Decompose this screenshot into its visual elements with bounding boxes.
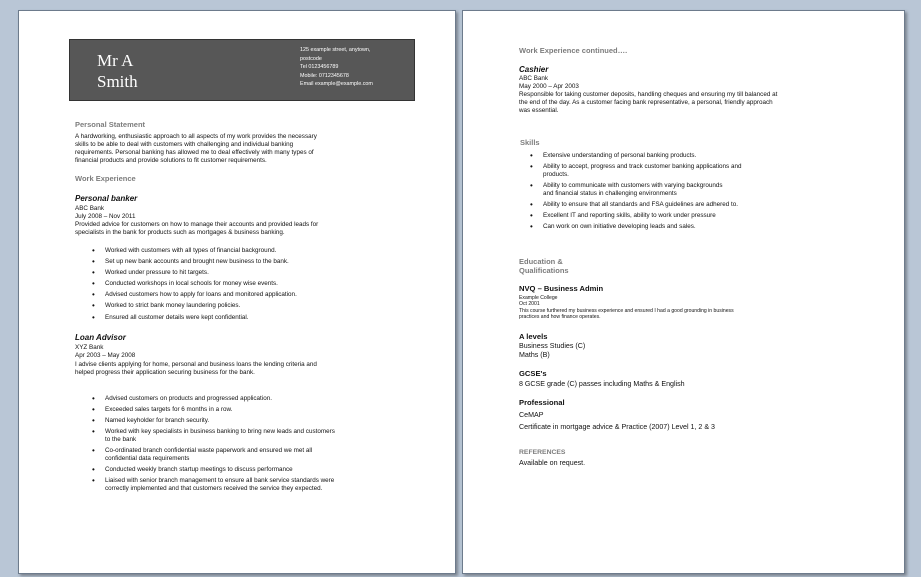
resume-page-2	[462, 10, 905, 574]
list-item: • Worked with customers with all types of financial background.	[92, 247, 392, 255]
job-description-line: was essential.	[519, 106, 559, 114]
education-heading-line: Qualifications	[519, 266, 569, 275]
email: Email example@example.com	[300, 81, 373, 88]
list-item-text: confidential data requirements	[105, 454, 190, 462]
job-bullet-list	[92, 247, 392, 325]
list-item	[530, 182, 830, 198]
list-item	[530, 212, 830, 220]
job-description-line: the end of the day. As a customer facing bank representative, a personal, friendly approach	[519, 98, 773, 106]
a-level-subject: Business Studies (C)	[519, 342, 586, 350]
list-item	[92, 447, 412, 463]
professional-qualification: Certificate in mortgage advice & Practice (2007) Level 1, 2 & 3	[519, 423, 715, 431]
list-item-text: to the bank	[105, 436, 137, 444]
job-bullet-list	[92, 395, 412, 496]
job-description-line: helped progress their application securing business for the bank.	[75, 368, 255, 376]
references-text: Available on request.	[519, 459, 586, 467]
college: Example College	[519, 295, 558, 301]
list-item: • Ensured all customer details were kept confidential.	[92, 314, 392, 322]
list-item-text: • Worked with key specialists in business banking to bring new leads and customers	[105, 428, 335, 436]
contact-details	[300, 46, 373, 89]
job-title: Loan Advisor	[75, 333, 126, 342]
work-experience-heading: Work Experience	[75, 174, 136, 183]
skills-heading: Skills	[520, 138, 540, 147]
job-details	[519, 75, 777, 115]
job-details	[75, 344, 317, 377]
list-item: • Advised customers how to apply for loans and monitored application.	[92, 291, 392, 299]
list-item	[92, 406, 412, 414]
list-item-text: • Liaised with senior branch management to ensure all bank service standards were	[105, 477, 335, 485]
telephone: Tel 0123456789	[300, 64, 339, 71]
address-line-1: 125 example street, anytown,	[300, 47, 371, 53]
list-item-text: products.	[543, 170, 569, 178]
name-line-1: Mr A	[97, 51, 134, 70]
statement-line: financial products and provide solutions to fit customer requirements.	[75, 156, 267, 164]
work-experience-continued-heading: Work Experience continued….	[519, 46, 628, 55]
list-item	[530, 163, 830, 179]
education-heading	[519, 257, 569, 275]
references-heading: REFERENCES	[519, 449, 566, 456]
gcse-title: GCSE's	[519, 369, 547, 378]
list-item: • Worked to strict bank money laundering policies.	[92, 302, 392, 310]
list-item: • Conducted workshops in local schools for money wise events.	[92, 280, 392, 288]
employer: ABC Bank	[519, 75, 549, 82]
list-item	[92, 466, 412, 474]
list-item-text: • Ability to communicate with customers with varying backgrounds	[543, 181, 723, 189]
a-level-subject: Maths (B)	[519, 351, 550, 359]
job-details	[75, 205, 318, 237]
nvq-details	[519, 295, 734, 321]
list-item-text: Ability to ensure that all standards and FSA guidelines are adhered to.	[543, 200, 738, 208]
gcse-details: 8 GCSE grade (C) passes including Maths & English	[519, 380, 685, 388]
list-item-text: Can work on own initiative developing leads and sales.	[543, 223, 696, 231]
job-description-line: Provided advice for customers on how to manage their accounts and provided leads for	[75, 220, 319, 228]
job-description-line: Responsible for taking customer deposits, handling cheques and ensuring my till balanced at	[519, 90, 778, 98]
job-dates: July 2008 – Nov 2011	[75, 212, 136, 220]
employer: XYZ Bank	[75, 344, 104, 351]
nvq-title: NVQ – Business Admin	[519, 284, 604, 293]
job-dates: Apr 2003 – May 2008	[75, 351, 136, 359]
statement-line: A hardworking, enthusiastic approach to all aspects of my work provides the necessary	[75, 133, 317, 140]
job-dates: May 2000 – Apr 2003	[519, 82, 579, 90]
name-header-banner	[69, 39, 415, 101]
nvq-description-line: This course furthered my business experience and ensured I had a good grounding in business	[519, 307, 734, 314]
job-title: Cashier	[519, 65, 549, 74]
list-item	[530, 223, 830, 231]
education-heading-line: Education &	[519, 257, 563, 266]
professional-qualification: CeMAP	[519, 411, 544, 419]
list-item	[92, 428, 412, 444]
list-item	[92, 395, 412, 403]
list-item-text: • Ability to accept, progress and track customer banking applications and	[543, 163, 742, 171]
statement-line: requirements. Personal banking has allowed me to deal effectively with many types of	[75, 148, 314, 156]
job-description-line: I advise clients applying for home, personal and business loans the lending criteria and	[75, 360, 317, 368]
mobile: Mobile: 0712345678	[300, 72, 349, 79]
personal-statement-text	[75, 133, 317, 165]
nvq-year: Oct 2001	[519, 301, 540, 308]
nvq-description-line: practices and how finance operates.	[519, 314, 601, 321]
job-description-line: specialists in the bank for products such as mortgages & business banking.	[75, 228, 285, 236]
job-title: Personal banker	[75, 194, 138, 203]
professional-details	[519, 409, 715, 433]
candidate-name	[97, 50, 138, 92]
list-item: • Worked under pressure to hit targets.	[92, 269, 392, 277]
list-item	[530, 152, 830, 160]
personal-statement-heading: Personal Statement	[75, 120, 146, 129]
a-levels-details	[519, 342, 585, 360]
list-item-text: Extensive understanding of personal banking products.	[543, 152, 697, 159]
list-item-text: • Co-ordinated branch confidential waste paperwork and ensured we met all	[105, 447, 313, 455]
a-levels-title: A levels	[519, 332, 548, 341]
list-item-text: Named keyholder for branch security.	[105, 417, 210, 425]
employer: ABC Bank	[75, 205, 105, 212]
name-line-2: Smith	[97, 72, 138, 91]
list-item-text: correctly implemented and that customers received the service they expected.	[105, 484, 323, 492]
list-item-text: Conducted weekly branch startup meetings to discuss performance	[105, 466, 293, 474]
resume-page-1	[18, 10, 456, 574]
list-item-text: Advised customers on products and progressed application.	[105, 395, 272, 402]
professional-title: Professional	[519, 398, 565, 407]
statement-line: skills to be able to deal with customers with challenging and individual banking	[75, 140, 294, 148]
list-item	[530, 201, 830, 209]
list-item	[92, 417, 412, 425]
address-line-2: postcode	[300, 55, 322, 62]
list-item: • Set up new bank accounts and brought new business to the bank.	[92, 258, 392, 266]
list-item-text: Excellent IT and reporting skills, ability to work under pressure	[543, 211, 716, 219]
list-item-text: Exceeded sales targets for 6 months in a row.	[105, 406, 233, 414]
skills-list	[530, 152, 830, 234]
list-item	[92, 477, 412, 493]
list-item-text: and financial status in challenging environments	[543, 189, 677, 197]
